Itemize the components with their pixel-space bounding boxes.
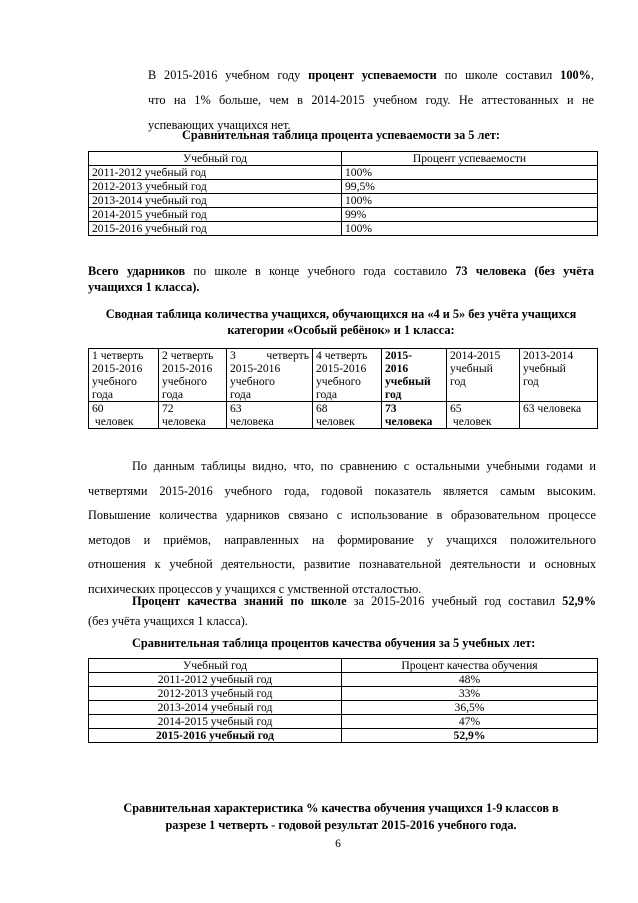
table-cell: 63 человека bbox=[227, 402, 313, 429]
table-header-row bbox=[89, 659, 598, 673]
table-cell: 100% bbox=[342, 194, 598, 208]
excellent-line-2: учащихся 1 класса). bbox=[88, 280, 200, 294]
table-cell: 2015-2016 учебный год bbox=[89, 222, 342, 236]
table-row bbox=[89, 222, 598, 236]
table-cell: 2015-2016 учебный год bbox=[89, 729, 342, 743]
table-cell: 2014-2015 учебный год bbox=[89, 715, 342, 729]
table-row bbox=[89, 166, 598, 180]
table-cell: 68 человек bbox=[313, 402, 382, 429]
intro-line-2: что на 1% больше, чем в 2014-2015 учебном году. Не аттестованных и не bbox=[148, 93, 594, 107]
table-cell: 99,5% bbox=[342, 180, 598, 194]
analysis-line-3: Повышение количества ударников связано с использование в образовательном процессе bbox=[88, 508, 596, 522]
column-header: Учебный год bbox=[89, 152, 342, 166]
section-heading bbox=[88, 800, 594, 834]
analysis-line-6: психических процессов у учащихся с умственной отсталостью. bbox=[88, 581, 422, 596]
table-cell: 60 человек bbox=[89, 402, 159, 429]
table2-title-line-2: категории «Особый ребёнок» и 1 класса: bbox=[227, 323, 455, 337]
table-cell: 65 человек bbox=[447, 402, 520, 429]
table-cell: 47% bbox=[342, 715, 598, 729]
section-heading-line-1: Сравнительная характеристика % качества обучения учащихся 1-9 классов в bbox=[123, 801, 559, 815]
column-header: 2 четверть 2015-2016 учебного года bbox=[159, 349, 227, 402]
success-rate-table bbox=[88, 151, 598, 236]
section-heading-line-2: разрезе 1 четверть - годовой результат 2015-2016 учебного года. bbox=[165, 818, 517, 832]
table-cell: 72 человека bbox=[159, 402, 227, 429]
table-cell: 2011-2012 учебный год bbox=[89, 166, 342, 180]
table-row bbox=[89, 194, 598, 208]
table-cell: 2013-2014 учебный год bbox=[89, 701, 342, 715]
table-cell: 63 человека bbox=[520, 402, 598, 429]
table-row bbox=[89, 402, 598, 429]
table-cell: 2012-2013 учебный год bbox=[89, 180, 342, 194]
table-row bbox=[89, 687, 598, 701]
table-cell: 100% bbox=[342, 222, 598, 236]
table-row bbox=[89, 208, 598, 222]
column-header: 2013-2014 учебный год bbox=[520, 349, 598, 402]
column-header: Процент качества обучения bbox=[342, 659, 598, 673]
table-row bbox=[89, 673, 598, 687]
table-cell: 73 человека bbox=[382, 402, 447, 429]
table-cell: 100% bbox=[342, 166, 598, 180]
table-cell: 99% bbox=[342, 208, 598, 222]
analysis-line-5: отношения к учебной деятельности, развитие познавательной деятельности и основных bbox=[88, 557, 596, 571]
quality-line-2: (без учёта учащихся 1 класса). bbox=[88, 614, 248, 628]
table-cell: 33% bbox=[342, 687, 598, 701]
table-row bbox=[89, 715, 598, 729]
table2-title-line-1: Сводная таблица количества учащихся, обучающихся на «4 и 5» без учёта учащихся bbox=[105, 307, 577, 321]
column-header: Учебный год bbox=[89, 659, 342, 673]
table-cell: 48% bbox=[342, 673, 598, 687]
column-header: 4 четверть 2015-2016 учебного года bbox=[313, 349, 382, 402]
intro-line-3: успевающих учащихся нет. bbox=[148, 118, 291, 132]
column-header: Процент успеваемости bbox=[342, 152, 598, 166]
table-cell: 2012-2013 учебный год bbox=[89, 687, 342, 701]
quality-line-1: Процент качества знаний по школе за 2015-2016 учебный год составил 52,9% bbox=[132, 594, 596, 608]
table-row bbox=[89, 729, 598, 743]
excellent-line-1: Всего ударников по школе в конце учебного года составило 73 человека (без учёта bbox=[88, 264, 594, 278]
table-cell: 36,5% bbox=[342, 701, 598, 715]
table-header-row bbox=[89, 349, 598, 402]
table-row bbox=[89, 701, 598, 715]
table-cell: 52,9% bbox=[342, 729, 598, 743]
intro-paragraph bbox=[148, 63, 594, 138]
table3-title: Сравнительная таблица процентов качества обучения за 5 учебных лет: bbox=[132, 636, 536, 650]
table-cell: 2013-2014 учебный год bbox=[89, 194, 342, 208]
quality-rate-table bbox=[88, 658, 598, 743]
table1-title: Сравнительная таблица процента успеваемости за 5 лет: bbox=[181, 128, 501, 142]
column-header: 1 четверть 2015-2016 учебного года bbox=[89, 349, 159, 402]
table-row bbox=[89, 180, 598, 194]
column-header: 2014-2015 учебный год bbox=[447, 349, 520, 402]
analysis-line-1: По данным таблицы видно, что, по сравнению с остальными учебными годами и bbox=[132, 459, 596, 473]
excellent-students-paragraph bbox=[88, 263, 594, 295]
column-header: 3 четверть 2015-2016 учебного года bbox=[227, 349, 313, 402]
table-cell: 2014-2015 учебный год bbox=[89, 208, 342, 222]
column-header: 2015- 2016 учебный год bbox=[382, 349, 447, 402]
intro-line-1: В 2015-2016 учебном году процент успеваемости по школе составил 100%, bbox=[148, 68, 594, 82]
table2-title bbox=[84, 306, 598, 338]
quality-paragraph bbox=[88, 591, 596, 631]
table-cell: 2011-2012 учебный год bbox=[89, 673, 342, 687]
analysis-line-2: четвертями 2015-2016 учебного года, годовой показатель является самым высоким. bbox=[88, 483, 596, 498]
table-header-row bbox=[89, 152, 598, 166]
page-number: 6 bbox=[335, 838, 341, 850]
analysis-paragraph bbox=[88, 454, 596, 601]
quarters-table bbox=[88, 348, 598, 429]
analysis-line-4: методов и приёмов, направленных на формирование у учащихся положительного bbox=[88, 532, 596, 547]
